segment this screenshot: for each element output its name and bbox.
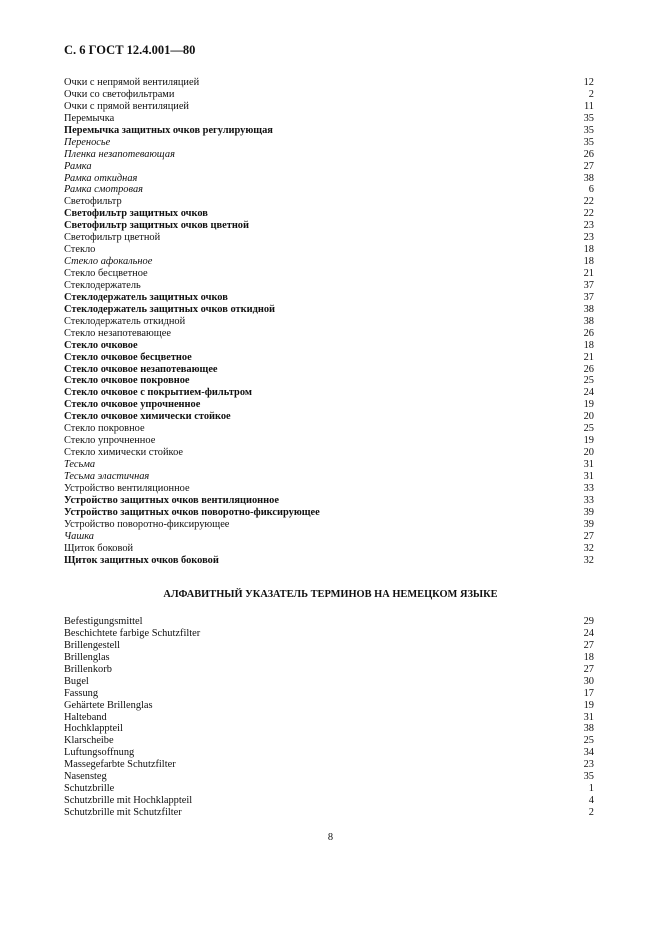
index-page-number: 38 (583, 723, 594, 735)
page-header: С. 6 ГОСТ 12.4.001—80 (64, 43, 196, 57)
index-term: Gehärtete Brillenglas (64, 699, 153, 711)
index-term: Bugel (64, 675, 89, 687)
index-page-number: 18 (583, 339, 594, 351)
index-page-number: 18 (583, 651, 594, 663)
index-term: Очки со светофильтрами (64, 88, 175, 100)
index-page-number: 26 (583, 363, 594, 375)
index-page-number: 21 (583, 268, 594, 279)
index-term: Massegefarbte Schutzfilter (64, 759, 176, 771)
index-term: Чашка (64, 530, 94, 542)
index-term: Рамка смотровая (64, 184, 143, 196)
index-entry (64, 244, 594, 256)
index-term: Brillenglas (64, 651, 110, 663)
index-term: Рамка откидная (64, 172, 138, 184)
index-entry (64, 664, 594, 676)
index-page-number: 22 (583, 196, 594, 208)
index-entry (64, 89, 594, 101)
index-entry (64, 507, 594, 519)
index-term: Светофильтр защитных очков цветной (64, 220, 249, 232)
index-page-number: 23 (583, 220, 594, 232)
index-term: Befestigungsmittel (64, 616, 143, 627)
index-entry (64, 352, 594, 364)
index-entry (64, 232, 594, 244)
index-entry (64, 173, 594, 185)
index-term: Стекло очковое химически стойкое (64, 411, 231, 423)
index-page-number: 18 (583, 244, 594, 256)
index-page-number: 21 (583, 351, 594, 363)
index-page-number: 24 (583, 627, 594, 639)
index-entry (64, 555, 594, 567)
index-term: Стекло очковое незапотевающее (64, 363, 218, 375)
index-entry (64, 795, 594, 807)
index-term: Стекло очковое покровное (64, 375, 190, 387)
index-page-number: 35 (583, 124, 594, 136)
index-term: Устройство защитных очков поворотно-фиксирующее (64, 506, 320, 518)
index-entry (64, 783, 594, 795)
index-page-number: 32 (583, 542, 594, 554)
index-entry (64, 807, 594, 819)
german-index-title: АЛФАВИТНЫЙ УКАЗАТЕЛЬ ТЕРМИНОВ НА НЕМЕЦКОМ ЯЗЫКЕ (163, 589, 498, 600)
index-page-number: 27 (583, 639, 594, 651)
index-page-number: 12 (583, 77, 594, 88)
index-page-number: 31 (583, 711, 594, 723)
index-term: Очки с прямой вентиляцией (64, 100, 189, 112)
index-page-number: 35 (583, 112, 594, 124)
index-term: Стекло очковое бесцветное (64, 351, 192, 363)
index-page-number: 19 (583, 399, 594, 411)
index-term: Стеклодержатель (64, 279, 141, 291)
index-term: Стекло афокальное (64, 256, 153, 268)
index-entry (64, 652, 594, 664)
index-page-number: 35 (583, 771, 594, 783)
index-page-number: 2 (588, 807, 594, 818)
index-term: Стекло покровное (64, 423, 145, 435)
index-entry (64, 387, 594, 399)
index-entry (64, 125, 594, 137)
index-entry (64, 495, 594, 507)
index-term: Стеклодержатель откидной (64, 315, 186, 327)
index-term: Стекло очковое упрочненное (64, 399, 201, 411)
index-entry (64, 149, 594, 161)
index-entry (64, 292, 594, 304)
index-term: Светофильтр защитных очков (64, 208, 208, 220)
index-entry (64, 543, 594, 555)
index-entry (64, 208, 594, 220)
index-page-number: 6 (588, 184, 594, 196)
index-entry (64, 256, 594, 268)
index-entry (64, 113, 594, 125)
index-page-number: 38 (583, 315, 594, 327)
index-page-number: 18 (583, 256, 594, 268)
index-page-number: 27 (583, 530, 594, 542)
index-entry (64, 483, 594, 495)
index-term: Luftungsoffnung (64, 747, 135, 759)
index-term: Рамка (64, 160, 92, 172)
index-page-number: 27 (583, 663, 594, 675)
index-entry (64, 101, 594, 113)
index-page-number: 11 (583, 100, 594, 112)
index-term: Устройство защитных очков вентиляционное (64, 494, 279, 506)
index-term: Hochklappteil (64, 723, 123, 735)
index-entry (64, 399, 594, 411)
index-entry (64, 328, 594, 340)
index-entry (64, 137, 594, 149)
index-term: Тесьма эластичная (64, 470, 150, 482)
index-page-number: 20 (583, 447, 594, 459)
german-term-index (64, 616, 594, 819)
index-term: Стекло упрочненное (64, 435, 156, 447)
index-entry (64, 196, 594, 208)
index-entry (64, 340, 594, 352)
index-entry (64, 531, 594, 543)
index-page-number: 25 (583, 423, 594, 435)
index-entry (64, 184, 594, 196)
index-entry (64, 447, 594, 459)
index-entry (64, 471, 594, 483)
index-term: Brillengestell (64, 639, 120, 651)
index-entry (64, 220, 594, 232)
index-entry (64, 771, 594, 783)
index-entry (64, 700, 594, 712)
index-page-number: 2 (588, 88, 594, 100)
index-term: Beschichtete farbige Schutzfilter (64, 627, 201, 639)
index-entry (64, 411, 594, 423)
index-entry (64, 519, 594, 531)
index-entry (64, 735, 594, 747)
index-page-number: 33 (583, 494, 594, 506)
index-page-number: 19 (583, 435, 594, 447)
index-page-number: 29 (583, 616, 594, 627)
index-page-number: 38 (583, 303, 594, 315)
index-page-number: 19 (583, 699, 594, 711)
index-term: Пленка незапотевающая (64, 148, 175, 160)
index-entry (64, 364, 594, 376)
index-term: Щиток защитных очков боковой (64, 554, 219, 566)
index-term: Schutzbrille mit Hochklappteil (64, 795, 193, 807)
index-page-number: 34 (583, 747, 594, 759)
index-term: Schutzbrille mit Schutzfilter (64, 807, 182, 818)
index-term: Стекло бесцветное (64, 268, 148, 279)
index-entry (64, 423, 594, 435)
index-page-number: 33 (583, 482, 594, 494)
index-term: Устройство вентиляционное (64, 482, 190, 494)
index-term: Стеклодержатель защитных очков откидной (64, 303, 276, 315)
index-entry (64, 640, 594, 652)
index-page-number: 38 (583, 172, 594, 184)
index-page-number: 35 (583, 136, 594, 148)
index-page-number: 24 (583, 387, 594, 399)
index-entry (64, 676, 594, 688)
index-entry (64, 747, 594, 759)
index-term: Очки с непрямой вентиляцией (64, 77, 200, 88)
index-entry (64, 628, 594, 640)
index-term: Переносье (64, 136, 111, 148)
index-page-number: 37 (583, 279, 594, 291)
index-page-number: 25 (583, 375, 594, 387)
index-entry (64, 688, 594, 700)
index-entry (64, 268, 594, 280)
index-page-number: 31 (583, 470, 594, 482)
index-term: Перемычка (64, 112, 115, 124)
index-page-number: 17 (583, 687, 594, 699)
index-page-number: 37 (583, 291, 594, 303)
index-page-number: 39 (583, 518, 594, 530)
index-entry (64, 77, 594, 89)
index-page-number: 26 (583, 148, 594, 160)
index-page-number: 31 (583, 459, 594, 470)
index-entry (64, 616, 594, 628)
index-term: Klarscheibe (64, 735, 114, 747)
index-term: Светофильтр цветной (64, 232, 161, 244)
index-term: Стекло очковое (64, 339, 138, 351)
index-entry (64, 280, 594, 292)
index-term: Halteband (64, 711, 107, 723)
index-entry (64, 723, 594, 735)
index-term: Щиток боковой (64, 542, 134, 554)
index-term: Nasensteg (64, 771, 107, 783)
index-term: Тесьма (64, 459, 96, 470)
index-page-number: 4 (588, 795, 594, 807)
index-entry (64, 459, 594, 471)
index-entry (64, 316, 594, 328)
index-entry (64, 712, 594, 724)
index-page-number: 27 (583, 160, 594, 172)
index-term: Fassung (64, 687, 99, 699)
index-term: Перемычка защитных очков регулирующая (64, 124, 273, 136)
index-page-number: 39 (583, 506, 594, 518)
index-entry (64, 161, 594, 173)
index-term: Стекло (64, 244, 96, 256)
index-page-number: 32 (583, 554, 594, 566)
index-page-number: 22 (583, 208, 594, 220)
index-entry (64, 759, 594, 771)
index-page-number: 1 (588, 783, 594, 795)
index-term: Стекло химически стойкое (64, 447, 184, 459)
index-entry (64, 304, 594, 316)
index-term: Светофильтр (64, 196, 122, 208)
page-number: 8 (327, 832, 334, 843)
russian-term-index (64, 77, 594, 566)
index-term: Стеклодержатель защитных очков (64, 291, 228, 303)
index-page-number: 23 (583, 759, 594, 771)
index-page-number: 30 (583, 675, 594, 687)
index-page-number: 25 (583, 735, 594, 747)
index-term: Устройство поворотно-фиксирующее (64, 518, 230, 530)
index-page-number: 23 (583, 232, 594, 244)
index-page-number: 20 (583, 411, 594, 423)
index-term: Brillenkorb (64, 663, 112, 675)
index-term: Стекло незапотевающее (64, 327, 171, 339)
index-term: Schutzbrille (64, 783, 115, 795)
index-entry (64, 435, 594, 447)
index-term: Стекло очковое с покрытием-фильтром (64, 387, 252, 399)
index-entry (64, 375, 594, 387)
index-page-number: 26 (583, 327, 594, 339)
